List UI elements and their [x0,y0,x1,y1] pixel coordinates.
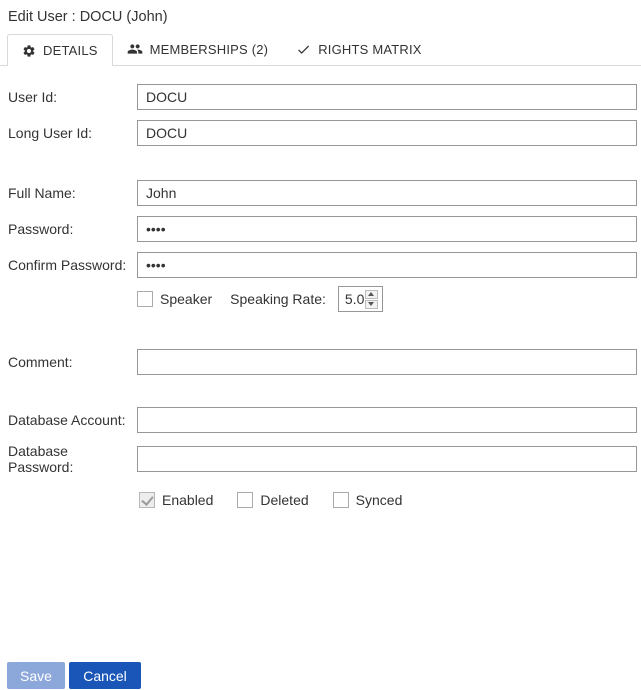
synced-checkbox-label[interactable]: Synced [355,492,403,508]
page-title: Edit User : DOCU (John) [8,9,168,25]
speaker-checkbox[interactable] [137,291,153,307]
database-account-input[interactable] [137,407,637,433]
synced-checkbox[interactable] [333,492,349,508]
arrow-up-icon [368,292,374,296]
synced-flag-group [333,492,403,508]
user-id-label: User Id: [8,89,58,105]
user-id-row [8,84,641,110]
confirm-password-input[interactable] [137,252,637,278]
database-password-row [8,443,641,475]
full-name-label: Full Name: [8,185,76,201]
speaking-rate-label: Speaking Rate: [230,291,326,307]
speaking-rate-input[interactable] [339,287,365,311]
gear-icon [22,44,36,58]
cancel-button[interactable]: Cancel [69,662,141,689]
enabled-checkbox-label: Enabled [162,492,214,508]
save-button[interactable]: Save [7,662,65,689]
long-user-id-row [8,120,641,146]
comment-row [8,349,641,375]
confirm-password-row [8,252,641,278]
speaker-checkbox-label[interactable]: Speaker [160,291,213,307]
deleted-flag-group [237,492,308,508]
confirm-password-label: Confirm Password: [8,257,127,273]
arrow-down-icon [368,302,374,306]
password-input[interactable] [137,216,637,242]
status-flags-row [139,491,641,509]
password-label: Password: [8,221,74,237]
tab-details-label: DETAILS [43,43,98,58]
long-user-id-input[interactable] [137,120,637,146]
spinner-buttons [365,287,380,311]
speaker-row [137,286,641,312]
tab-rights-matrix-label: RIGHTS MATRIX [318,41,422,57]
users-icon [127,41,143,57]
database-account-label: Database Account: [8,412,126,428]
tab-memberships-label: MEMBERSHIPS (2) [149,41,269,57]
full-name-input[interactable] [137,180,637,206]
user-id-input[interactable] [137,84,637,110]
comment-input[interactable] [137,349,637,375]
tab-rights-matrix[interactable] [282,33,435,65]
tab-bar [0,33,641,66]
tab-details[interactable] [7,34,113,66]
enabled-checkbox [139,492,155,508]
action-buttons-row [7,662,641,689]
speaking-rate-spinner [338,286,383,312]
enabled-flag-group [139,492,213,508]
comment-label: Comment: [8,354,73,370]
full-name-row [8,180,641,206]
database-password-input[interactable] [137,446,637,472]
long-user-id-label: Long User Id: [8,125,93,141]
spinner-down-button[interactable] [365,300,378,309]
check-icon [296,42,311,57]
database-password-label: Database Password: [8,443,74,475]
database-account-row [8,407,641,433]
tab-memberships[interactable] [113,33,283,65]
password-row [8,216,641,242]
spinner-up-button[interactable] [365,290,378,299]
deleted-checkbox[interactable] [237,492,253,508]
deleted-checkbox-label[interactable]: Deleted [260,492,309,508]
